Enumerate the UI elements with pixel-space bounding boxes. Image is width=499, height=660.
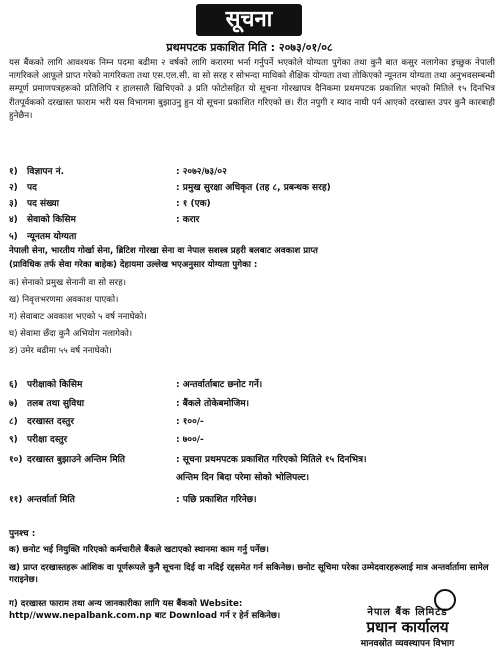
row-label: अन्तर्वार्ता मिति xyxy=(27,495,75,505)
row-label: दरखास्त दस्तुर xyxy=(27,417,75,427)
qualification-sub-item: ख) निवृत्तभरणमा अवकाश पाएको। xyxy=(9,295,119,305)
row-number: ११) xyxy=(9,495,23,505)
row-value: : पछि प्रकाशित गरिनेछ। xyxy=(176,495,257,505)
row-value: : ७००/- xyxy=(176,435,204,445)
qualification-sub-item: क) सेनाको प्रमुख सेनानी वा सो सरह। xyxy=(9,278,127,288)
row-label: विज्ञापन नं. xyxy=(27,167,65,177)
row-value: : प्रमुख सुरक्षा अधिकृत (तह ८, प्रबन्धक सरह) xyxy=(176,183,331,193)
qualification-sub-item: ङ) उमेर बढीमा ५५ वर्ष ननाघेको। xyxy=(9,346,112,356)
row-value: : १००/- xyxy=(176,417,204,427)
footer xyxy=(320,604,495,649)
bank-name: नेपाल बैंक लिमिटेड xyxy=(367,607,448,618)
row-value: : अन्तर्वार्ताबाट छनोट गर्ने। xyxy=(176,380,263,390)
row-label: दरखास्त बुझाउने अन्तिम मिति xyxy=(27,455,126,465)
row-label: सेवाको किसिम xyxy=(27,215,76,225)
office-name: प्रधान कार्यालय xyxy=(366,618,449,636)
note-item: ख) प्राप्त दरखास्तहरू आंशिक वा पूर्णरूपले कुनै सूचना दिई वा नदिई रद्दसमेत गर्न सकिनेछ। छनोट सूचिमा परेका उम्मेदवारहरूलाई मात्र अन्तर्वार्तामा सामेल गराइनेछ। xyxy=(9,563,489,586)
row-number: ५) xyxy=(9,232,18,242)
row-number: ८) xyxy=(9,417,18,427)
row-label: पद संख्या xyxy=(27,199,59,209)
row-number: २) xyxy=(9,183,18,193)
note-item: क) छनोट भई नियुक्ति गरिएको कर्मचारीले बैंकले खटाएको स्थानमा काम गर्नु पर्नेछ। xyxy=(9,545,269,555)
intro-paragraph: यस बैंकको लागि आवश्यक निम्न पदमा बढीमा २ वर्षको लागि करारमा भर्ना गर्नुपर्ने भएकोले योग्यता पुगेका तथा कुनै बात कसुर नलागेका इच्छुक नेपाली नागरिकले आफूले प्राप्त गरेको नागरिकता तथा एस.एल.सी. वा सो सरह र सोभन्दा माथिको शैक्षिक योग्यता तथा तोकिएको न्यूनतम योग्यता तथा अनुभवसम्बन्धी सम्पूर्ण प्रमाणपत्रहरूको प्रतिलिपि र हालसालै खिचिएको ३ प्रति फोटोसहित यो सूचना गोरखापत्र दैनिकमा प्रथमपटक प्रकाशित भएको मितिले १५ दिनभित्र रीतपूर्वकको दरखास्त फाराम भरी यस विभागमा बुझाउनु हुन यो सूचना प्रकाशित गरिएको छ। रीत नपुगी र म्याद नाघी पर्न आएको दरखास्त उपर कुनै कारबाही हुनेछैन। xyxy=(9,58,495,121)
department-name: मानवस्रोत व्यवस्थापन विभाग xyxy=(360,639,455,649)
row-number: ६) xyxy=(9,380,18,390)
notice-title: सूचना xyxy=(196,4,302,36)
note-item: ग) दरखास्त फाराम तथा अन्य जानकारीका लागि यस बैंकको Website: http//www.nepalbank.com.np बाट Download गर्न र हेर्न सकिनेछ। xyxy=(9,599,281,622)
publication-date-line: प्रथमपटक प्रकाशित मिति : २०७३/०१/०८ xyxy=(166,41,333,54)
row-number: ७) xyxy=(9,399,18,409)
qualification-sub-item: ग) सेवाबाट अवकाश भएको ५ वर्ष ननाघेको। xyxy=(9,312,147,322)
row-number: ३) xyxy=(9,199,18,209)
row-value: : १ (एक) xyxy=(176,199,211,209)
row-label: तलब तथा सुविधा xyxy=(27,399,85,409)
punascha-label: पुनश्च : xyxy=(9,529,36,539)
row-value: : सूचना प्रथमपटक प्रकाशित गरिएको मितिले १५ दिनभित्र। xyxy=(176,455,367,465)
row-number: १०) xyxy=(9,455,23,465)
qualification-sub-item: घ) सेवामा छँदा कुनै अभियोग नलागेको। xyxy=(9,329,133,339)
row-number: ९) xyxy=(9,435,18,445)
row-label: परीक्षाको किसिम xyxy=(27,380,83,390)
row-number: ४) xyxy=(9,215,18,225)
row-number: १) xyxy=(9,167,18,177)
row-label: पद xyxy=(27,183,37,193)
row-value: अन्तिम दिन बिदा परेमा सोको भोलिपल्ट। xyxy=(176,473,310,483)
row-value: : २०७२/७३/०२ xyxy=(176,167,227,177)
qualification-line: (प्राविधिक तर्फ सेवा गरेका बाहेक) देहायमा उल्लेख भएअनुसार योग्यता पुगेका : xyxy=(9,260,258,270)
row-value: : बैंकले तोकेबमोजिम। xyxy=(176,399,250,409)
row-value: : करार xyxy=(176,215,200,225)
qualification-line: नेपाली सेना, भारतीय गोर्खा सेना, ब्रिटिश गोरखा सेना वा नेपाल सशस्त्र प्रहरी बलबाट अवकाश प्राप्त xyxy=(9,246,318,256)
row-label: न्यूनतम योग्यता xyxy=(27,232,77,242)
row-label: परीक्षा दस्तुर xyxy=(27,435,68,445)
